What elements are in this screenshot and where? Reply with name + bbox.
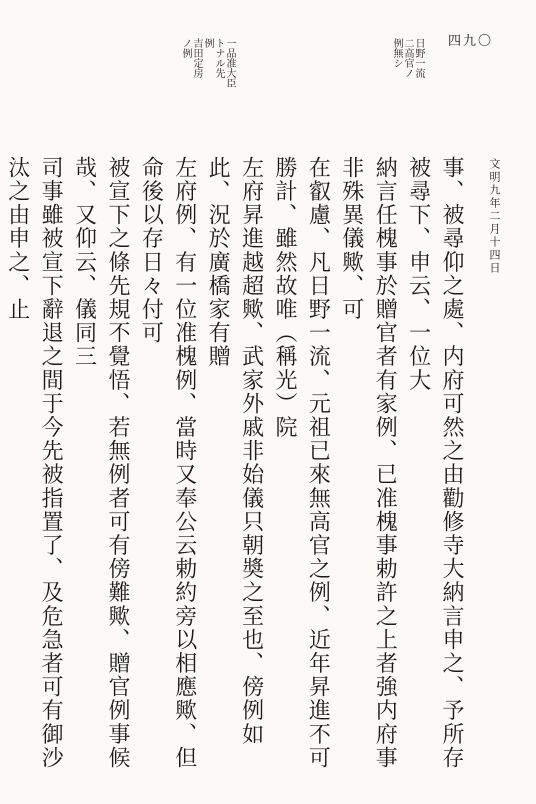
body-line: 被宣下之條先規不覺悟、若無例者可有傍難歟、贈官例事候哉、又仰云、儀同三 bbox=[71, 156, 130, 770]
body-text bbox=[0, 156, 468, 781]
body-line: 司事雖被宣下辭退之間于今先被指置了、及危急者可有御沙汰之由申之、止 bbox=[4, 156, 64, 770]
body-line: 左府昇進越超歟、武家外戚非始儀只朝奬之至也、傍例如此、況於廣橋家有贈 bbox=[205, 156, 264, 746]
page-number: 四九〇 bbox=[448, 34, 494, 49]
margin-note-left: 一品准大臣 トナル先 例 吉田定房 ノ例 bbox=[180, 38, 235, 88]
body-line: 在叡慮、凡日野一流、元祖已來無高官之例、近年昇進不可勝計、雖然故唯（稱光）院 bbox=[271, 156, 331, 770]
margin-note-right: 日野一流 二高官ノ 例無シ bbox=[391, 38, 424, 78]
date-header: 文明九年二月十四日 bbox=[488, 158, 501, 275]
body-line: 納言任槐事於贈官者有家例、已准槐事勅許之上者強内府事非殊異儀歟、可 bbox=[338, 156, 398, 770]
body-line: 左府例、有一位准槐例、當時又奉公云勅約旁以相應歟、但命後以存日々付可 bbox=[138, 156, 197, 770]
body-line: 事、被尋仰之處、内府可然之由勸修寺大納言申之、予所存被尋下、申云、一位大 bbox=[405, 156, 464, 770]
